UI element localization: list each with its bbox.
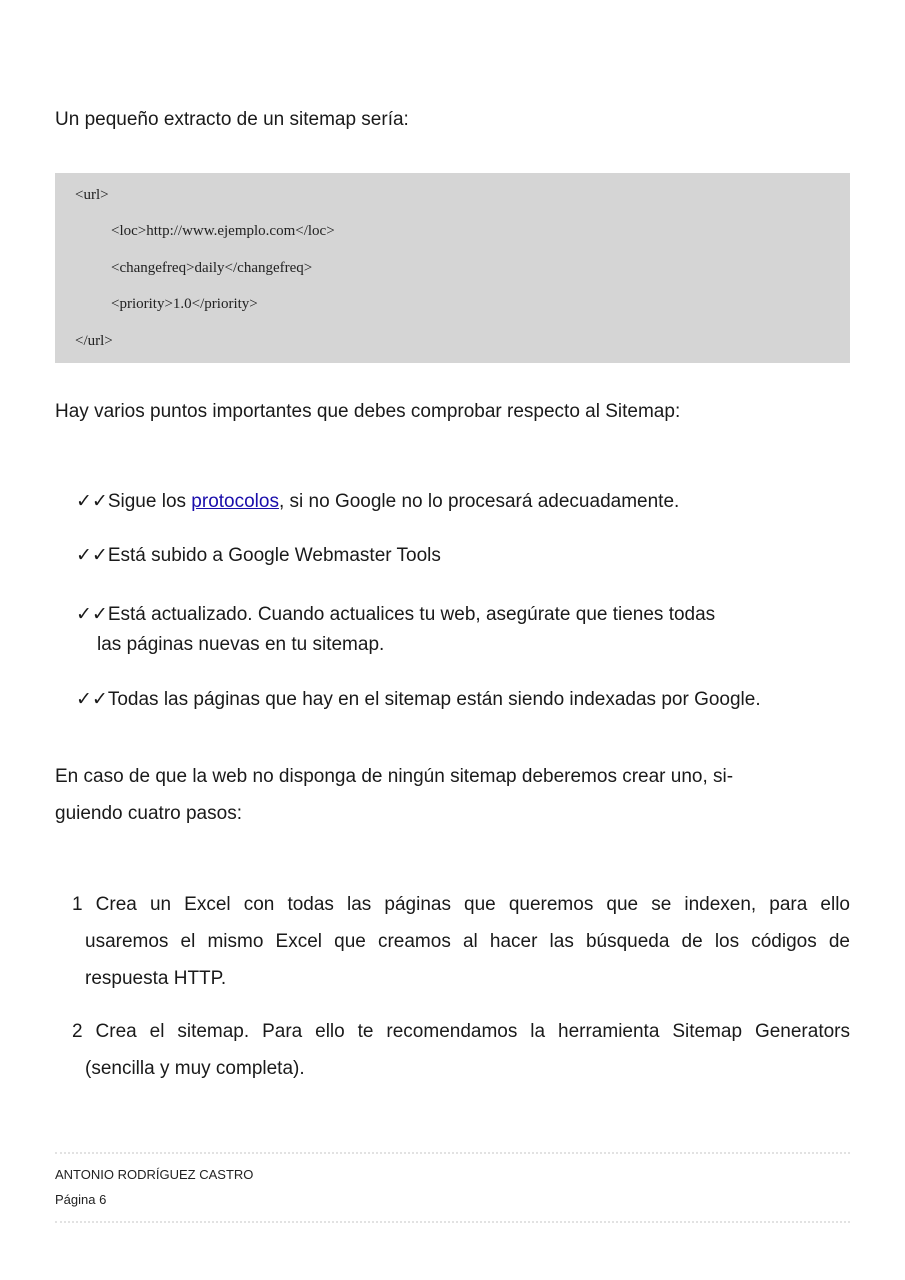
step-item: 1 Crea un Excel con todas las páginas que queremos que se indexen, para ello usaremos el mismo Excel que creamos al hacer las búsqueda de los códigos de respuesta HTTP. [72, 894, 850, 989]
code-line: <priority>1.0</priority> [111, 296, 258, 312]
footer-page-number: Página 6 [55, 1192, 107, 1207]
code-line: <changefreq>daily</changefreq> [111, 260, 313, 276]
points-intro: Hay varios puntos importantes que debes comprobar respecto al Sitemap: [55, 401, 681, 422]
double-check-icon: ✓✓ [76, 491, 108, 512]
double-check-icon: ✓✓ [76, 545, 108, 566]
protocolos-link[interactable]: protocolos [191, 491, 279, 512]
steps-intro-line: guiendo cuatro pasos: [55, 803, 242, 824]
footer-top-divider [55, 1152, 850, 1154]
intro-paragraph: Un pequeño extracto de un sitemap sería: [55, 109, 409, 130]
checklist-item: ✓✓Está actualizado. Cuando actualices tu web, asegúrate que tienes todas [76, 604, 716, 625]
step-number: 1 [72, 894, 83, 915]
steps-intro-line: En caso de que la web no disponga de ningún sitemap deberemos crear uno, si- [55, 766, 734, 787]
checklist-item: ✓✓Todas las páginas que hay en el sitemap están siendo indexadas por Google. [76, 689, 761, 710]
code-line: <loc>http://www.ejemplo.com</loc> [111, 223, 335, 239]
checklist-item: ✓✓Está subido a Google Webmaster Tools [76, 545, 441, 566]
code-line: <url> [75, 187, 109, 203]
step-number: 2 [72, 1021, 83, 1042]
step-item: 2 Crea el sitemap. Para ello te recomendamos la herramienta Sitemap Generators (sencilla y muy completa). [72, 1021, 850, 1079]
double-check-icon: ✓✓ [76, 604, 108, 625]
checklist-item: ✓✓Sigue los protocolos, si no Google no lo procesará adecuadamente. [76, 491, 680, 512]
code-line: </url> [75, 333, 113, 349]
checklist-item-continuation: las páginas nuevas en tu sitemap. [97, 634, 385, 655]
footer-bottom-divider [55, 1221, 850, 1223]
double-check-icon: ✓✓ [76, 689, 108, 710]
code-block [55, 173, 850, 363]
footer-author: ANTONIO RODRÍGUEZ CASTRO [55, 1167, 254, 1182]
